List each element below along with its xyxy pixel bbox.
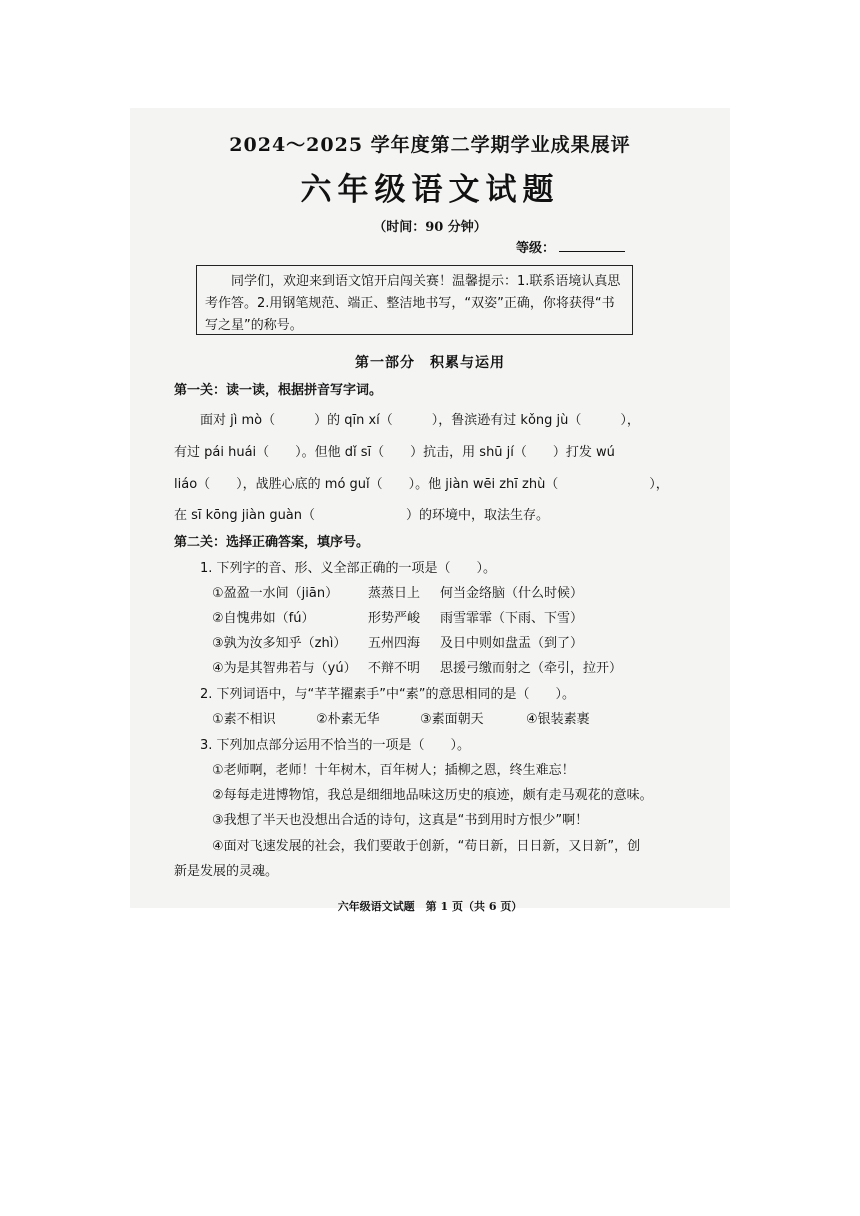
q1-option-c: 及日中则如盘盂（到了）: [440, 636, 584, 651]
level2-title: 第二关：选择正确答案，填序号。: [174, 535, 370, 550]
q2-option: ③素面朝天: [420, 712, 484, 727]
notice-box: [196, 265, 633, 335]
exam-time: （时间：90 分钟）: [373, 220, 487, 235]
q1-option-b: 五州四海: [368, 636, 421, 651]
pinyin-line: 有过 pái huái（ ）。但他 dǐ sī（ ）抗击，用 shū jí（ ）打发 wú: [174, 445, 615, 460]
grade-label: 等级：: [516, 241, 556, 256]
q3-option: ③我想了半天也没想出合适的诗句，这真是“书到用时方恨少”啊！: [212, 813, 589, 828]
q2-option: ②朴素无华: [316, 712, 380, 727]
grade-field: [516, 237, 625, 256]
q1-option-a: ④为是其智弗若与（yú）: [212, 661, 357, 676]
exam-page-scan: [130, 108, 730, 913]
pinyin-line: 在 sī kōng jiàn guàn（ ）的环境中，取法生存。: [174, 508, 550, 523]
q1-option-b: 蒸蒸日上: [368, 586, 421, 601]
q1-option-a: ①盈盈一水间（jiān）: [212, 586, 339, 601]
q3-option-continued: 新是发展的灵魂。: [174, 864, 279, 879]
q3-option: ①老师啊，老师！十年树木，百年树人；插柳之恩，终生难忘！: [212, 763, 575, 778]
q1-option-c: 何当金络脑（什么时候）: [440, 586, 584, 601]
q1-option-c: 思援弓缴而射之（牵引，拉开）: [440, 661, 623, 676]
page-footer: 六年级语文试题 第 1 页（共 6 页）: [337, 900, 523, 913]
q3-option: ④面对飞速发展的社会，我们要敢于创新，“苟日新，日日新，又日新”，创: [212, 839, 641, 854]
exam-subject-title: 六年级语文试题: [300, 172, 560, 208]
part1-title: 第一部分 积累与运用: [355, 355, 505, 371]
q1-option-c: 雨雪霏霏（下雨、下雪）: [440, 611, 584, 626]
q1-option-a: ②自愧弗如（fú）: [212, 611, 315, 626]
question-3-stem: 3. 下列加点部分运用不恰当的一项是（ ）。: [200, 738, 471, 753]
question-1-stem: 1. 下列字的音、形、义全部正确的一项是（ ）。: [200, 561, 497, 576]
q1-option-a: ③孰为汝多知乎（zhì）: [212, 636, 347, 651]
grade-blank-line: [559, 241, 625, 252]
q2-option: ①素不相识: [212, 712, 276, 727]
q2-option: ④银装素裹: [526, 712, 590, 727]
pinyin-line: 面对 jì mò（ ）的 qīn xí（ ），鲁滨逊有过 kǒng jù（ ），: [200, 413, 640, 428]
notice-text: 同学们，欢迎来到语文馆开启闯关赛！温馨提示：1.联系语境认真思考作答。2.用钢笔规范、端正、整洁地书写，“双姿”正确，你将获得“书写之星”的称号。: [205, 274, 621, 333]
q1-option-b: 形势严峻: [368, 611, 421, 626]
pinyin-line: liáo（ ），战胜心底的 mó guǐ（ ）。他 jiàn wēi zhī zhù（ ），: [174, 477, 669, 492]
q3-option: ②每每走进博物馆，我总是细细地品味这历史的痕迹，颇有走马观花的意味。: [212, 788, 653, 803]
level1-title: 第一关：读一读，根据拼音写字词。: [174, 383, 383, 398]
exam-term-title: 2024～2025 学年度第二学期学业成果展评: [229, 134, 631, 156]
question-2-stem: 2. 下列词语中，与“芊芊擢素手”中“素”的意思相同的是（ ）。: [200, 687, 575, 702]
q1-option-b: 不辩不明: [368, 661, 421, 676]
